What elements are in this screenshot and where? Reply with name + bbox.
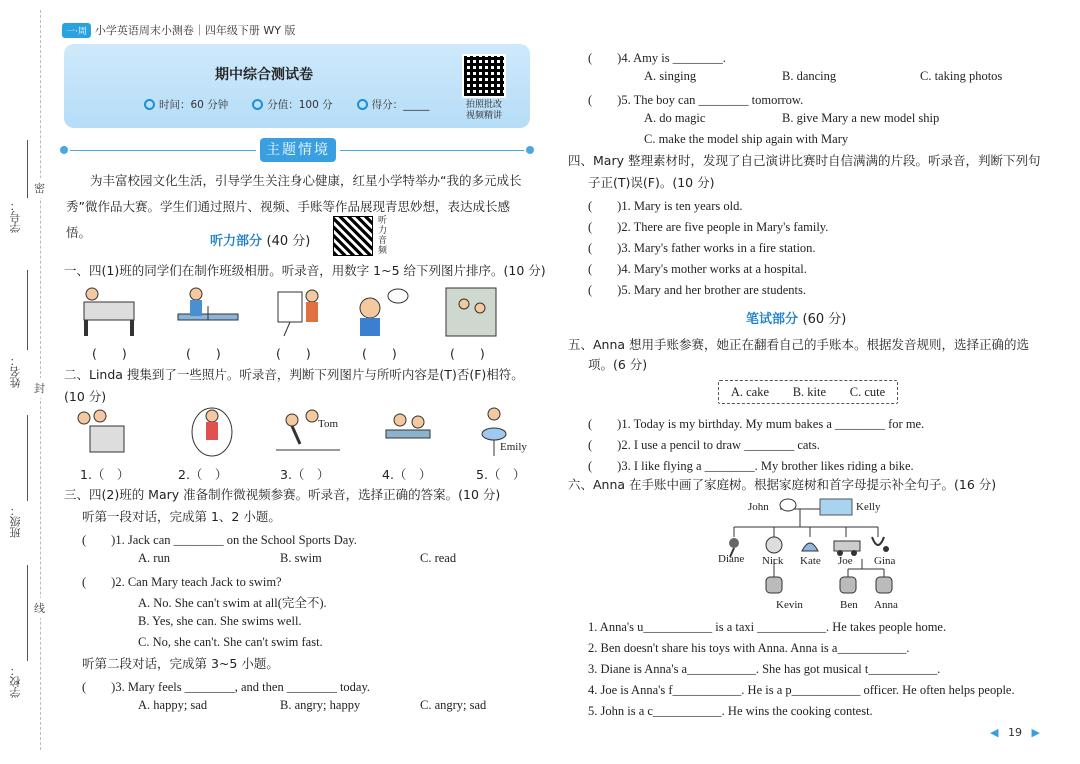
tree-joe: Joe: [838, 555, 853, 567]
word-option-a: A. cake: [730, 384, 770, 399]
school-label: 学校：: [9, 665, 22, 698]
series-header: [62, 22, 295, 38]
painting-icon: [278, 290, 318, 336]
q3-question-3: ( )3. Mary feels ________, and then ________ today.: [82, 680, 371, 694]
q3-4-option-c[interactable]: C. taking photos: [920, 69, 1003, 83]
next-arrow-icon: ▶: [1031, 726, 1040, 739]
writing-title: [746, 308, 846, 327]
q3-4-option-a[interactable]: A. singing: [644, 69, 697, 83]
audio-qr-caption: 听力音频: [378, 216, 388, 256]
q3-sub2: 听第二段对话，完成第 3~5 小题。: [82, 656, 279, 671]
q4-heading-2: 子正(T)误(F)。(10 分): [588, 175, 715, 190]
q3-2-option-a[interactable]: A. No. She can't swim at all(完全不).: [138, 596, 327, 610]
q3-1-option-b[interactable]: B. swim: [280, 551, 322, 565]
jump-rope-icon: [192, 408, 232, 456]
student-id-field[interactable]: [27, 140, 28, 198]
q1-answer-5[interactable]: ( ): [450, 346, 485, 361]
tree-kevin: Kevin: [776, 599, 803, 611]
q5-heading-1: 五、Anna 想用手账参赛，她正在翻看自己的手账本。根据发音规则，选择正确的选: [568, 337, 1030, 352]
dot-icon: [60, 146, 68, 154]
word-option-b: B. kite: [792, 384, 827, 399]
exam-title: 期中综合测试卷: [215, 67, 313, 83]
word-options-box: [718, 380, 898, 404]
class-label: 班级：: [9, 505, 22, 538]
series-title: 小学英语周末小测卷｜四年级下册 WY 版: [94, 24, 296, 37]
q3-question-1: ( )1. Jack can ________ on the School Sports Day.: [82, 533, 357, 547]
stethoscope-icon: [872, 537, 889, 552]
schoolbag-icon: [766, 577, 782, 593]
reading-bench-icon: [386, 414, 430, 438]
q1-pictures: [60, 284, 540, 340]
tree-kelly: Kelly: [856, 501, 881, 513]
q3-3-option-c[interactable]: C. angry; sad: [420, 698, 487, 712]
q1-heading: 一、四(1)班的同学们在制作班级相册。听录音，用数字 1~5 给下列图片排序。(10 分): [64, 263, 546, 278]
q3-5-option-b[interactable]: B. give Mary a new model ship: [782, 111, 940, 125]
student-id-label: 学号：: [9, 200, 22, 233]
q6-item-3[interactable]: 3. Diane is Anna's a___________. She has got musical t___________.: [588, 662, 941, 676]
q5-heading-2: 项。(6 分): [588, 357, 648, 372]
q5-item-2[interactable]: ( )2. I use a pencil to draw ________ cats.: [588, 438, 820, 452]
q6-item-4[interactable]: 4. Joe is Anna's f___________. He is a p___________ officer. He often helps people.: [588, 683, 1015, 697]
walking-icon: [446, 288, 496, 336]
person-icon: [252, 99, 263, 110]
audio-qr-icon[interactable]: [333, 216, 373, 256]
tree-nick: Nick: [762, 555, 784, 567]
name-field[interactable]: [27, 270, 28, 350]
clock-icon: [144, 99, 155, 110]
steering-wheel-icon: [766, 537, 782, 553]
running-icon: [276, 410, 340, 450]
divider: [70, 150, 256, 151]
tree-diane: Diane: [718, 553, 745, 565]
theme-label: 主题情境: [260, 138, 336, 162]
q2-pictures: [60, 404, 540, 460]
q4-item-1[interactable]: ( )1. Mary is ten years old.: [588, 199, 743, 213]
word-option-c: C. cute: [849, 384, 886, 399]
q1-answer-1[interactable]: ( ): [92, 346, 127, 361]
q3-question-2: ( )2. Can Mary teach Jack to swim?: [82, 575, 282, 589]
exam-meta: [144, 97, 429, 112]
q2-heading: 二、Linda 搜集到了一些照片。听录音，判断下列图片与所听内容是(T)否(F)相符。(10 分): [64, 367, 524, 404]
schoolbag-icon: [840, 577, 856, 593]
piano-duet-icon: [78, 410, 124, 452]
q2-item-5[interactable]: 5.（ ）: [476, 467, 526, 482]
binding-margin: [0, 0, 60, 764]
q6-item-5[interactable]: 5. John is a c___________. He wins the cooking contest.: [588, 704, 873, 718]
ping-pong-icon: [178, 288, 238, 320]
tree-john: John: [748, 501, 769, 513]
piano-icon: [84, 288, 134, 336]
q3-sub1: 听第一段对话，完成第 1、2 小题。: [82, 509, 281, 524]
class-field[interactable]: [27, 415, 28, 501]
exam-total-score: 分值：100 分: [267, 99, 333, 111]
listening-score: (40 分): [266, 234, 311, 249]
kelly-blank-icon: [820, 499, 852, 515]
cap-icon: [802, 543, 818, 551]
qr-caption: 拍照批改 视频精讲: [465, 100, 502, 121]
q2-item-3[interactable]: 3.（ ）: [280, 467, 330, 482]
theme-header: [60, 138, 534, 162]
prev-arrow-icon: ◀: [990, 726, 999, 739]
check-icon: [357, 99, 368, 110]
series-logo: 一·周: [62, 23, 91, 38]
tree-kate: Kate: [800, 555, 821, 567]
seal-word-xian: 线: [34, 598, 45, 618]
tree-anna: Anna: [874, 599, 898, 611]
q4-item-2[interactable]: ( )2. There are five people in Mary's family.: [588, 220, 829, 234]
q1-answer-4[interactable]: ( ): [362, 346, 397, 361]
qr-code-icon[interactable]: [462, 54, 506, 98]
q2-item-4[interactable]: 4.（ ）: [382, 467, 432, 482]
writing-title-text: 笔试部分: [746, 312, 799, 327]
q3-1-option-a[interactable]: A. run: [138, 551, 170, 565]
q3-2-option-c[interactable]: C. No, she can't. She can't swim fast.: [138, 635, 323, 649]
police-car-icon: [834, 541, 860, 556]
listening-title: [210, 230, 310, 249]
q3-5-option-a[interactable]: A. do magic: [644, 111, 706, 125]
divider: [340, 150, 524, 151]
exam-score-field[interactable]: 得分：_____: [371, 99, 430, 111]
q3-3-option-b[interactable]: B. angry; happy: [280, 698, 361, 712]
q5-item-1[interactable]: ( )1. Today is my birthday. My mum bakes a ________ for me.: [588, 417, 925, 431]
q4-item-4[interactable]: ( )4. Mary's mother works at a hospital.: [588, 262, 807, 276]
q3-2-option-b[interactable]: B. Yes, she can. She swims well.: [138, 614, 302, 628]
q3-heading: 三、四(2)班的 Mary 准备制作微视频参赛。听录音，选择正确的答案。(10 分): [64, 487, 501, 502]
emily-label: Emily: [500, 441, 527, 453]
q1-answer-3[interactable]: ( ): [276, 346, 311, 361]
q6-heading: 六、Anna 在手账中画了家庭树。根据家庭树和首字母提示补全句子。(16 分): [568, 477, 997, 492]
dot-icon: [526, 146, 534, 154]
seal-word-feng: 封: [34, 378, 45, 398]
q2-item-2[interactable]: 2.（ ）: [178, 467, 228, 482]
q4-item-3[interactable]: ( )3. Mary's father works in a fire station.: [588, 241, 816, 255]
q3-1-option-c[interactable]: C. read: [420, 551, 457, 565]
exam-time: 时间：60 分钟: [159, 99, 229, 111]
listening-title-text: 听力部分: [210, 234, 263, 249]
theme-intro: 为丰富校园文化生活，引导学生关注身心健康，红星小学特举办“我的多元成长秀”微作品大赛。学生们通过照片、视频、手账等作品展现青思妙想，表达成长感悟。: [66, 173, 522, 240]
family-tree: [712, 497, 912, 615]
tom-label: Tom: [318, 418, 339, 430]
tree-gina: Gina: [874, 555, 896, 567]
page-number-text: 19: [1007, 726, 1022, 739]
q3-question-5: ( )5. The boy can ________ tomorrow.: [588, 93, 804, 107]
q3-4-option-b[interactable]: B. dancing: [782, 69, 837, 83]
chef-hat-icon: [780, 499, 796, 511]
thinking-icon: [360, 289, 408, 336]
q3-3-option-a[interactable]: A. happy; sad: [138, 698, 208, 712]
tree-ben: Ben: [840, 599, 858, 611]
q1-answer-2[interactable]: ( ): [186, 346, 221, 361]
q4-heading-1: 四、Mary 整理素材时，发现了自己演讲比赛时自信满满的片段。听录音，判断下列句: [568, 153, 1041, 168]
q3-5-option-c[interactable]: C. make the model ship again with Mary: [644, 132, 849, 146]
seal-word-mi: 密: [34, 178, 45, 198]
school-field[interactable]: [27, 565, 28, 661]
title-banner: [64, 44, 530, 128]
q6-item-1[interactable]: 1. Anna's u___________ is a taxi ___________. He takes people home.: [588, 620, 947, 634]
q3-question-4: ( )4. Amy is ________.: [588, 51, 726, 65]
q6-item-2[interactable]: 2. Ben doesn't share his toys with Anna. Anna is a___________.: [588, 641, 910, 655]
q5-item-3[interactable]: ( )3. I like flying a ________. My brother likes riding a bike.: [588, 459, 914, 473]
schoolbag-icon: [876, 577, 892, 593]
name-label: 姓名：: [9, 355, 22, 388]
page-number: [990, 726, 1040, 739]
q4-item-5[interactable]: ( )5. Mary and her brother are students.: [588, 283, 806, 297]
q2-item-1[interactable]: 1.（ ）: [80, 467, 130, 482]
writing-score: (60 分): [802, 312, 847, 327]
